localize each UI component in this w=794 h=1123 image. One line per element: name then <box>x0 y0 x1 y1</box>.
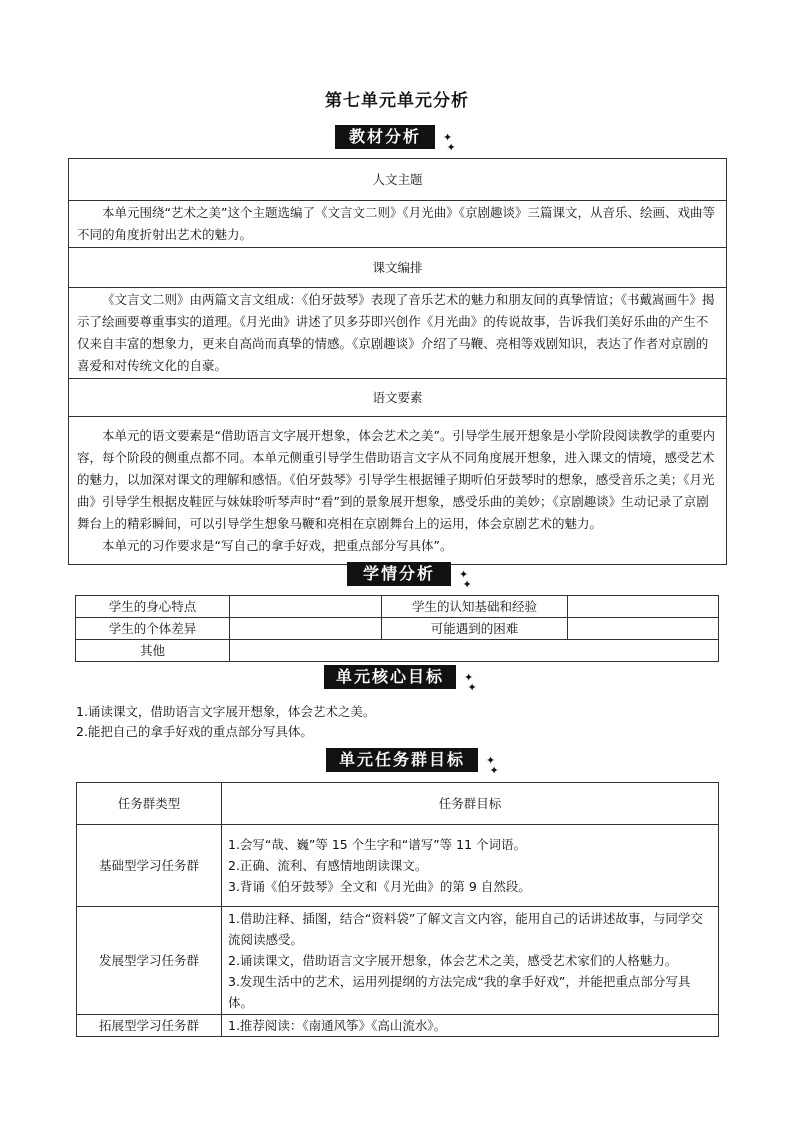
col-header-type: 任务群类型 <box>77 783 222 825</box>
learner-cell-label: 学生的个体差异 <box>76 618 230 640</box>
task-group-goals <box>222 1015 719 1037</box>
learner-cell-label: 学生的认知基础和经验 <box>382 596 568 618</box>
section-banner-task-goals <box>326 748 506 777</box>
learner-cell-value <box>230 596 382 618</box>
elements-text-1: 本单元的语文要素是“借助语言文字展开想象，体会艺术之美”。引导学生展开想象是小学阶段阅读教学的重要内容，每个阶段的侧重点都不同。本单元侧重引导学生借助语言文字从不同角度展开想象，进入课文的情境，感受艺术的魅力，以加深对课文的理解和感悟。《伯牙鼓琴》引导学生根据锺子期听伯牙鼓琴时的想象，感受音乐之美；《月光曲》引导学生根据皮鞋匠与妹妹聆听琴声时“看”到的景象展开想象，感受乐曲的美妙；《京剧趣谈》生动记录了京剧舞台上的精彩瞬间，可以引导学生想象马鞭和亮相在京剧舞台上的运用，体会京剧艺术的魅力。 <box>77 427 715 531</box>
task-group-type: 发展型学习任务群 <box>77 907 222 1015</box>
sparkle-icon: ✦ ✦ <box>486 754 499 777</box>
elements-cell <box>69 417 727 565</box>
sparkle-icon: ✦ ✦ <box>464 671 477 694</box>
learner-cell-value <box>230 618 382 640</box>
sparkle-icon: ✦ ✦ <box>459 568 472 591</box>
theme-header: 人文主题 <box>69 159 727 201</box>
banner-label: 教材分析 <box>335 125 435 149</box>
elements-text-2: 本单元的习作要求是“写自己的拿手好戏，把重点部分写具体”。 <box>102 537 453 553</box>
learner-cell-label: 学生的身心特点 <box>76 596 230 618</box>
section-banner-textbook <box>335 125 460 154</box>
task-goal-line: 1.推荐阅读：《南通风筝》《高山流水》。 <box>228 1018 447 1033</box>
task-group-goals <box>222 825 719 907</box>
banner-label: 单元核心目标 <box>324 665 456 689</box>
section-banner-learner <box>347 562 477 591</box>
arrangement-text: 《文言文二则》由两篇文言文组成：《伯牙鼓琴》表现了音乐艺术的魅力和朋友间的真挚情谊；《书戴嵩画牛》揭示了绘画要尊重事实的道理。《月光曲》讲述了贝多芬即兴创作《月光曲》的传说故事，告诉我们美好乐曲的产生不仅来自丰富的想象力，更来自高尚而真挚的情感。《京剧趣谈》介绍了马鞭、亮相等戏剧知识，表达了作者对京剧的喜爱和对传统文化的自豪。 <box>69 288 727 379</box>
learner-cell-label: 其他 <box>76 640 230 662</box>
arrangement-header: 课文编排 <box>69 248 727 288</box>
learner-analysis-table <box>75 595 719 662</box>
banner-label: 单元任务群目标 <box>326 748 478 772</box>
textbook-analysis-table <box>68 158 727 565</box>
core-goals-list <box>76 702 375 742</box>
sparkle-icon: ✦ ✦ <box>443 131 456 154</box>
task-goal-line: 3.发现生活中的艺术，运用列提纲的方法完成“我的拿手好戏”，并能把重点部分写具体。 <box>228 974 691 1010</box>
task-goal-line: 3.背诵《伯牙鼓琴》全文和《月光曲》的第 9 自然段。 <box>228 879 531 894</box>
theme-text: 本单元围绕“艺术之美”这个主题选编了《文言文二则》《月光曲》《京剧趣谈》三篇课文，从音乐、绘画、戏曲等不同的角度折射出艺术的魅力。 <box>69 201 727 248</box>
task-group-type: 拓展型学习任务群 <box>77 1015 222 1037</box>
page-title: 第七单元单元分析 <box>325 91 469 111</box>
learner-cell-value <box>568 618 719 640</box>
section-banner-core-goals <box>324 665 484 694</box>
learner-cell-value <box>568 596 719 618</box>
task-goal-line: 2.正确、流利、有感情地朗读课文。 <box>228 858 428 873</box>
task-group-goals <box>222 907 719 1015</box>
col-header-goal: 任务群目标 <box>222 783 719 825</box>
learner-cell-value <box>230 640 719 662</box>
banner-label: 学情分析 <box>347 562 451 586</box>
task-group-type: 基础型学习任务群 <box>77 825 222 907</box>
task-goal-line: 2.诵读课文，借助语言文字展开想象，体会艺术之美，感受艺术家们的人格魅力。 <box>228 953 678 968</box>
core-goal-item: 2.能把自己的拿手好戏的重点部分写具体。 <box>76 724 313 739</box>
core-goal-item: 1.诵读课文，借助语言文字展开想象，体会艺术之美。 <box>76 704 376 719</box>
task-goal-line: 1.会写“哉、巍”等 15 个生字和“谱写”等 11 个词语。 <box>228 837 527 852</box>
learner-cell-label: 可能遇到的困难 <box>382 618 568 640</box>
task-group-table <box>76 782 719 1037</box>
elements-header: 语文要素 <box>69 379 727 417</box>
task-goal-line: 1.借助注释、插图，结合“资料袋”了解文言文内容，能用自己的话讲述故事，与同学交流阅读感受。 <box>228 911 703 947</box>
